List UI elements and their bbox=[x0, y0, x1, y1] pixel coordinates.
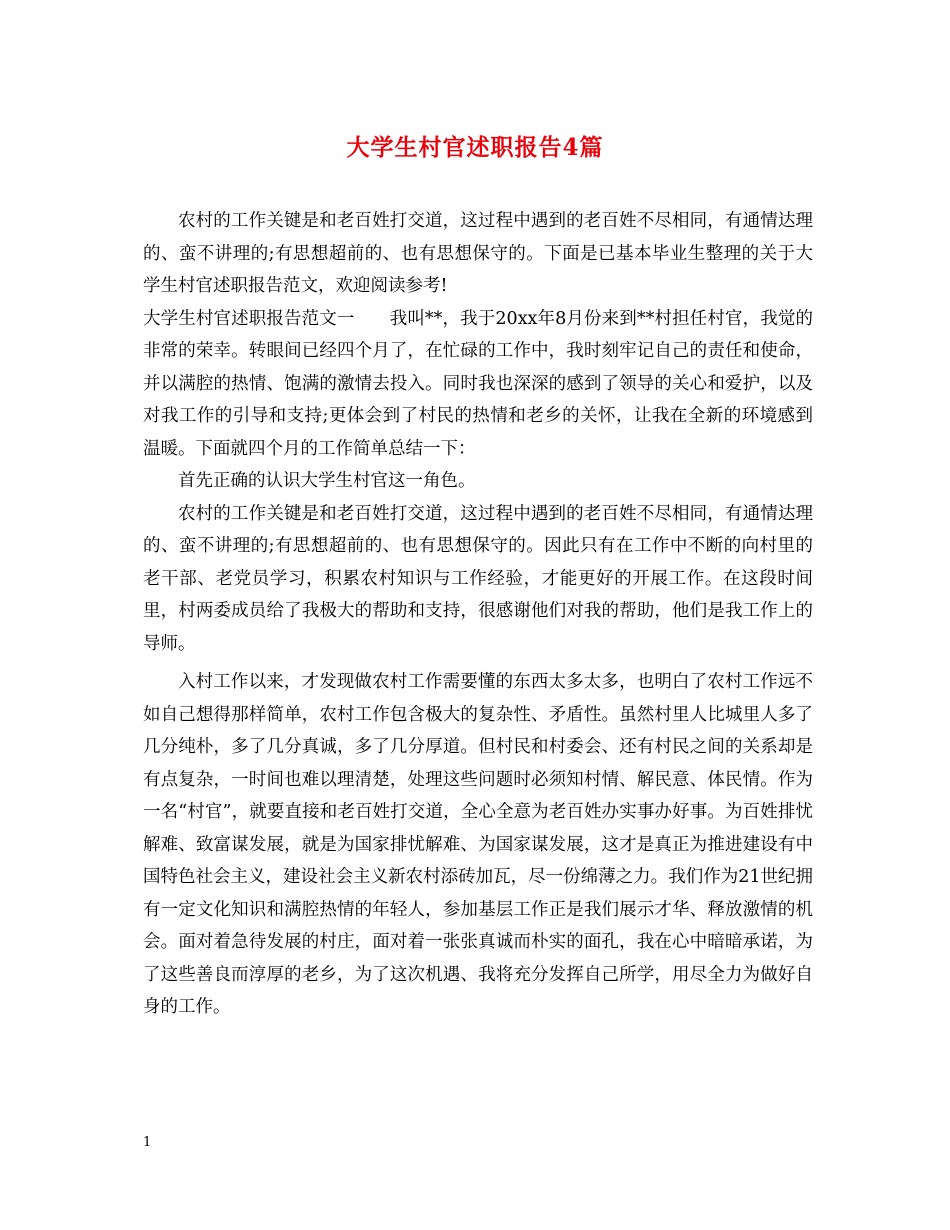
document-title: 大学生村官述职报告4篇 bbox=[346, 134, 604, 161]
village-work-paragraph: 入村工作以来，才发现做农村工作需要懂的东西太多太多，也明白了农村工作远不如自己想得那样简单，农村工作包含极大的复杂性、矛盾性。虽然村里人比城里人多了几分纯朴，多了几分真诚，多了几分厚道。但村民和村委会、还有村民之间的关系却是有点复杂，一时间也难以理清楚，处理这些问题时必须知村情、解民意、体民情。作为一名“村官”，就要直接和老百姓打交道，全心全意为老百姓办实事办好事。为百姓排忧解难、致富谋发展，就是为国家排忧解难、为国家谋发展，这才是真正为推进建设有中国特色社会主义，建设社会主义新农村添砖加瓦，尽一份绵薄之力。我们作为21世纪拥有一定文化知识和满腔热情的年轻人，参加基层工作正是我们展示才华、释放激情的机会。面对着急待发展的村庄，面对着一张张真诚而朴实的面孔，我在心中暗暗承诺，为了这些善良而淳厚的老乡，为了这次机遇、我将充分发挥自己所学，用尽全力为做好自身的工作。 bbox=[143, 672, 813, 1017]
intro-paragraph: 农村的工作关键是和老百姓打交道，这过程中遇到的老百姓不尽相同，有通情达理的、蛮不讲理的;有思想超前的、也有思想保守的。下面是已基本毕业生整理的关于大学生村官述职报告范文，欢迎阅读参考! bbox=[143, 211, 813, 296]
document-body bbox=[143, 205, 813, 1024]
section-one-paragraph: 大学生村官述职报告范文一 我叫**，我于20xx年8月份来到**村担任村官，我觉的非常的荣幸。转眼间已经四个月了，在忙碌的工作中，我时刻牢记自己的责任和使命，并以满腔的热情、饱满的激情去投入。同时我也深深的感到了领导的关心和爱护，以及对我工作的引导和支持;更体会到了村民的热情和老乡的关怀，让我在全新的环境感到温暖。下面就四个月的工作简单总结一下： bbox=[143, 308, 813, 459]
learning-paragraph: 农村的工作关键是和老百姓打交道，这过程中遇到的老百姓不尽相同，有通情达理的、蛮不讲理的;有思想超前的、也有思想保守的。因此只有在工作中不断的向村里的老干部、老党员学习，积累农村知识与工作经验，才能更好的开展工作。在这段时间里，村两委成员给了我极大的帮助和支持，很感谢他们对我的帮助，他们是我工作上的导师。 bbox=[143, 503, 813, 654]
page-number: 1 bbox=[143, 1135, 152, 1150]
role-heading-paragraph: 首先正确的认识大学生村官这一角色。 bbox=[178, 471, 476, 491]
